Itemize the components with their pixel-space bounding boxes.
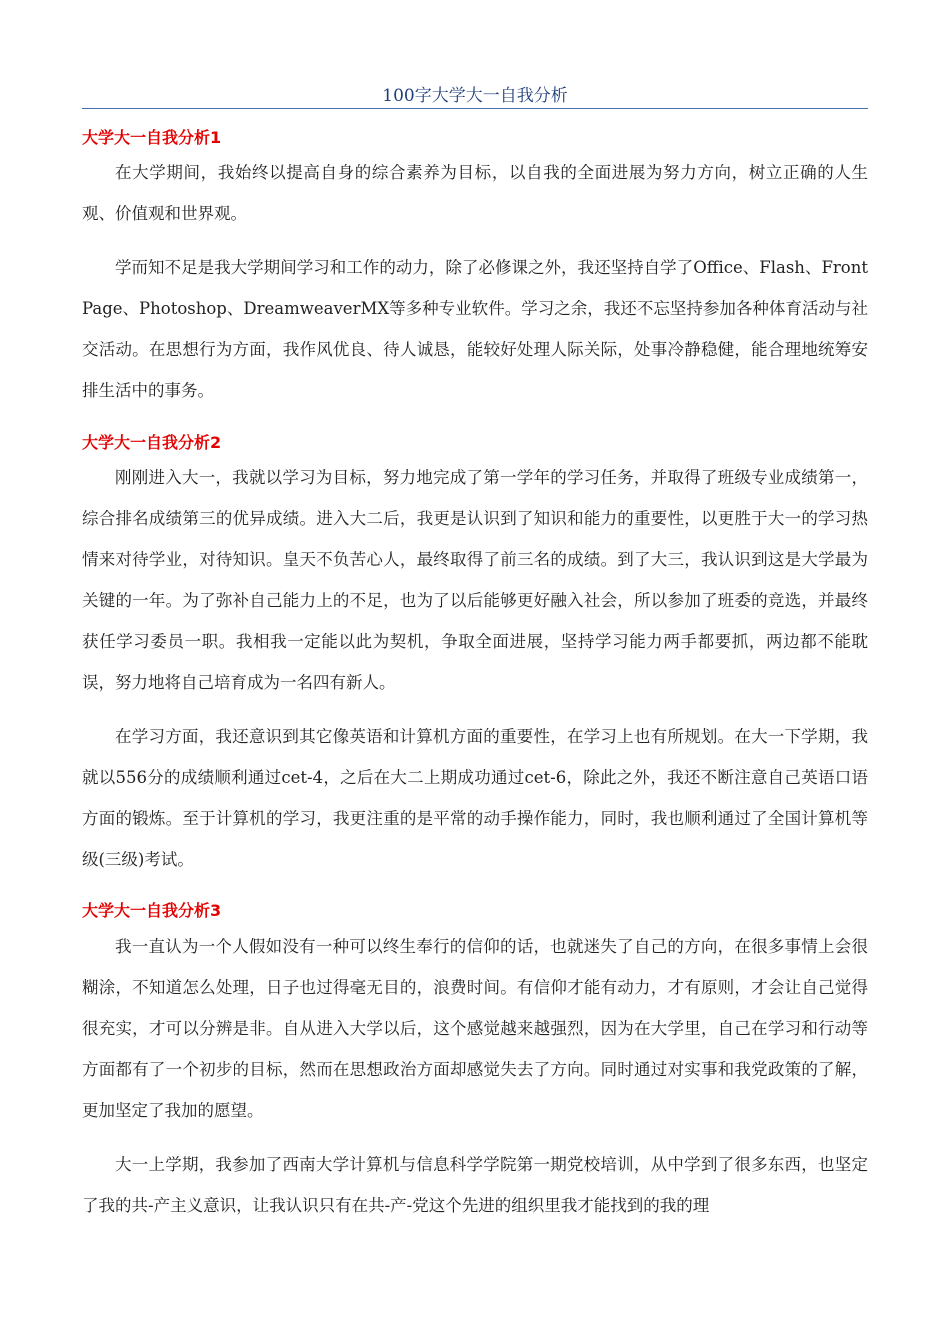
section-1-paragraph-2: 学而知不足是我大学期间学习和工作的动力，除了必修课之外，我还坚持自学了Office、Flash、FrontPage、Photoshop、DreamweaverMX等多种专业软件。学习之余，我还不忘坚持参加各种体育活动与社交活动。在思想行为方面，我作风优良、待人诚恳，能较好处理人际关际，处事冷静稳健，能合理地统筹安排生活中的事务。 [82,258,868,400]
section-heading-3: 大学大一自我分析3 [82,901,222,920]
section-3-paragraph-2: 大一上学期，我参加了西南大学计算机与信息科学学院第一期党校培训，从中学到了很多东西，也坚定了我的共-产主义意识，让我认识只有在共-产-党这个先进的组织里我才能找到的我的理 [82,1155,868,1215]
document-title: 100字大学大一自我分析 [382,86,568,106]
section-1-paragraph-1: 在大学期间，我始终以提高自身的综合素养为目标，以自我的全面进展为努力方向，树立正确的人生观、价值观和世界观。 [82,163,868,223]
section-2-paragraph-1: 刚刚进入大一，我就以学习为目标，努力地完成了第一学年的学习任务，并取得了班级专业成绩第一，综合排名成绩第三的优异成绩。进入大二后，我更是认识到了知识和能力的重要性，以更胜于大一的学习热情来对待学业，对待知识。皇天不负苦心人，最终取得了前三名的成绩。到了大三，我认识到这是大学最为关键的一年。为了弥补自己能力上的不足，也为了以后能够更好融入社会，所以参加了班委的竞选，并最终获任学习委员一职。我相我一定能以此为契机，争取全面进展，坚持学习能力两手都要抓，两边都不能耽误，努力地将自己培育成为一名四有新人。 [82,468,868,692]
title-underline [82,108,868,109]
section-3-paragraph-1: 我一直认为一个人假如没有一种可以终生奉行的信仰的话，也就迷失了自己的方向，在很多事情上会很糊涂，不知道怎么处理，日子也过得毫无目的，浪费时间。有信仰才能有动力，才有原则，才会让自己觉得很充实，才可以分辨是非。自从进入大学以后，这个感觉越来越强烈，因为在大学里，自己在学习和行动等方面都有了一个初步的目标，然而在思想政治方面却感觉失去了方向。同时通过对实事和我党政策的了解，更加坚定了我加的愿望。 [82,937,868,1120]
section-2-paragraph-2: 在学习方面，我还意识到其它像英语和计算机方面的重要性，在学习上也有所规划。在大一下学期，我就以556分的成绩顺利通过cet-4，之后在大二上期成功通过cet-6，除此之外，我还不断注意自己英语口语方面的锻炼。至于计算机的学习，我更注重的是平常的动手操作能力，同时，我也顺利通过了全国计算机等级(三级)考试。 [82,727,868,869]
section-heading-1: 大学大一自我分析1 [82,128,222,147]
section-heading-2: 大学大一自我分析2 [82,433,222,452]
